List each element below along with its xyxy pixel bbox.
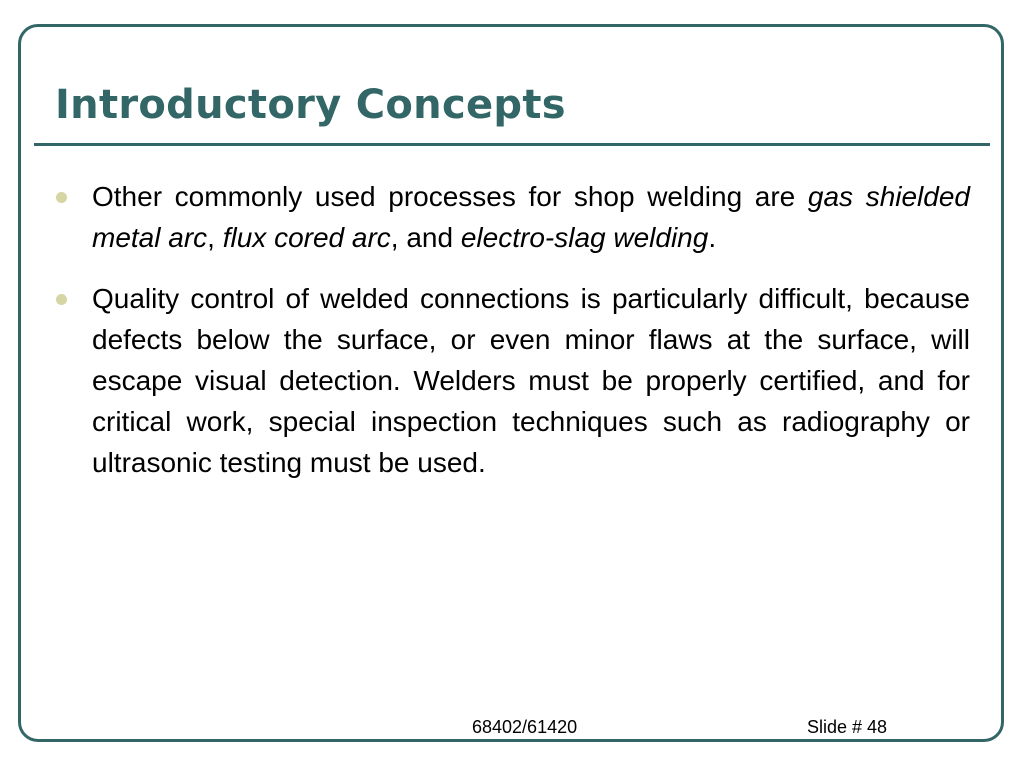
- bullet-item-1: [52, 176, 970, 258]
- bullet-dot-icon: [56, 192, 67, 203]
- bullet-list: [52, 176, 970, 503]
- footer-course-number: 68402/61420: [472, 717, 578, 737]
- italic-term: flux cored arc: [222, 222, 391, 253]
- bullet-text: Quality control of welded connections is particularly difficult, because defects below the surface, or even minor flaws at the surface, will escape visual detection. Welders must be properly certified, and for critical work, special inspection techniques such as radiography or ultrasonic testing must be used.: [92, 283, 970, 478]
- italic-term: electro-slag welding: [460, 222, 709, 253]
- slide-title: Introductory Concepts: [55, 82, 566, 128]
- bullet-dot-icon: [56, 294, 67, 305]
- bullet-text: Other commonly used processes for shop welding are gas shielded metal arc, flux cored arc, and electro-slag welding.: [92, 181, 970, 253]
- bullet-item-2: [52, 278, 970, 483]
- title-underline: [34, 143, 990, 146]
- italic-term: gas shielded metal arc: [92, 181, 970, 253]
- footer-slide-number: Slide # 48: [807, 717, 888, 737]
